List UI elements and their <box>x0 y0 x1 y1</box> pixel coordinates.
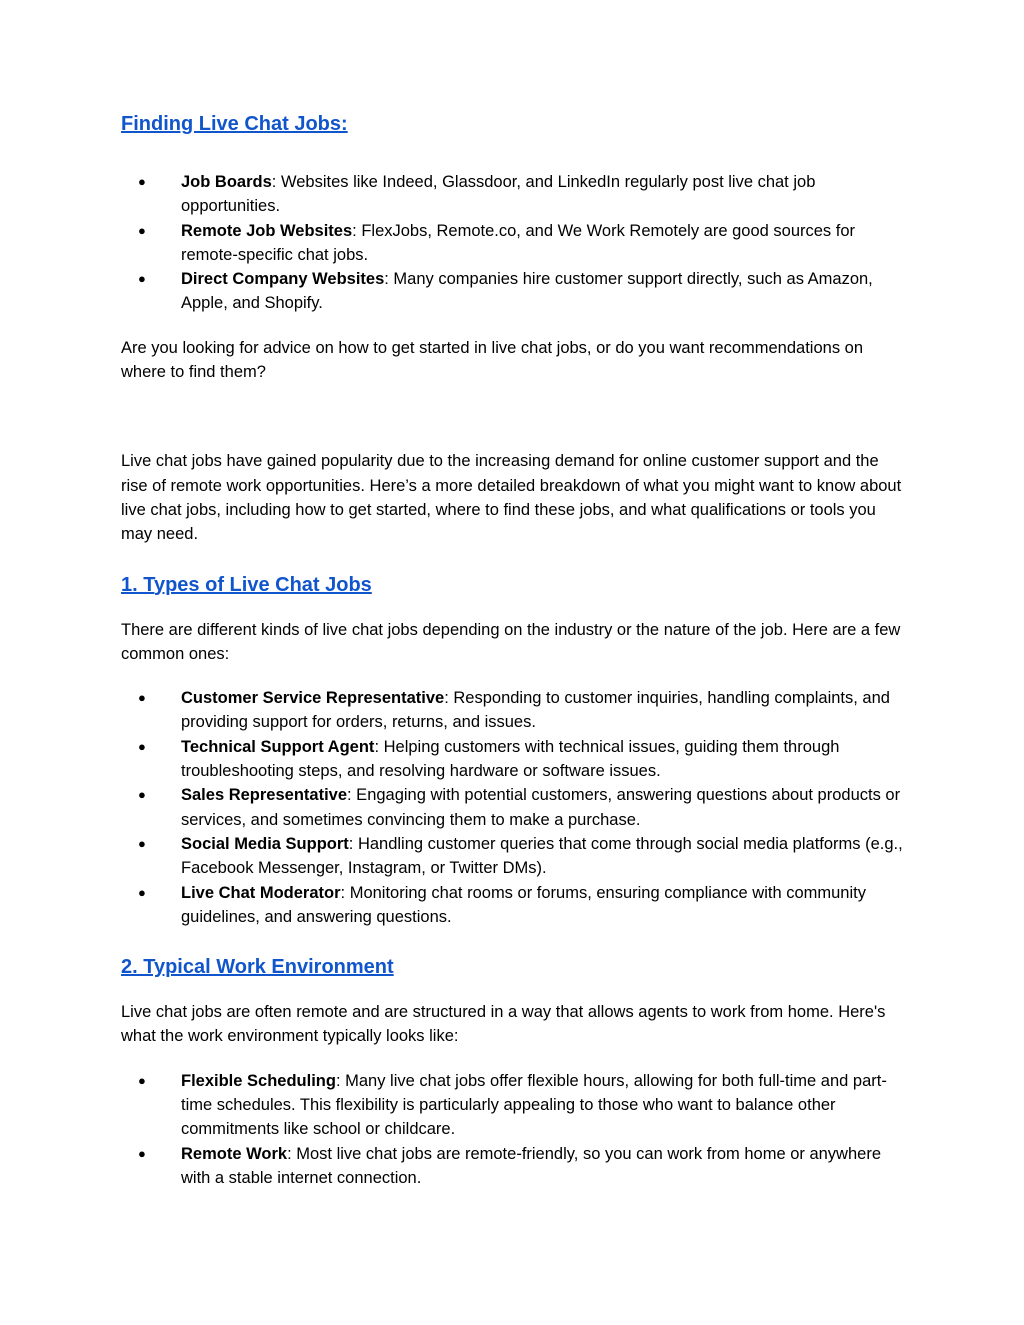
document-page <box>121 112 906 1190</box>
bullet-icon: ● <box>138 787 146 803</box>
list-item-text: : Most live chat jobs are remote-friendly, so you can work from home or anywhere with a stable internet connection. <box>181 1144 881 1187</box>
list-item <box>121 1142 906 1191</box>
list-item <box>121 170 906 219</box>
job-types-list <box>121 686 906 929</box>
list-item <box>121 1069 906 1142</box>
list-item-term: Job Boards <box>181 173 272 191</box>
list-item-term: Social Media Support <box>181 834 349 853</box>
list-item-text: : Engaging with potential customers, answering questions about products or services, and sometimes convincing them to make a purchase. <box>181 786 901 829</box>
heading-types-of-live-chat-jobs[interactable]: 1. Types of Live Chat Jobs <box>121 573 372 596</box>
list-item-text: : Many companies hire customer support directly, such as Amazon, Apple, and Shopify. <box>181 270 873 313</box>
list-item <box>121 832 906 881</box>
list-item <box>121 267 906 316</box>
list-item-text: : Websites like Indeed, Glassdoor, and LinkedIn regularly post live chat job opportunities. <box>181 173 816 216</box>
bullet-icon: ● <box>138 1145 146 1161</box>
bullet-icon: ● <box>138 738 146 754</box>
list-item <box>121 219 906 268</box>
bullet-icon: ● <box>138 835 146 851</box>
list-item-text: : Monitoring chat rooms or forums, ensuring compliance with community guidelines, and answering questions. <box>181 883 866 926</box>
list-item <box>121 783 906 832</box>
list-item-text: : FlexJobs, Remote.co, and We Work Remotely are good sources for remote-specific chat jobs. <box>181 221 856 264</box>
list-item-term: Remote Job Websites <box>181 221 353 240</box>
heading-finding-live-chat-jobs[interactable]: Finding Live Chat Jobs: <box>121 113 348 135</box>
list-item-term: Flexible Scheduling <box>181 1071 336 1090</box>
list-item-text: : Responding to customer inquiries, handling complaints, and providing support for orders, returns, and issues. <box>181 689 890 732</box>
list-item <box>121 686 906 735</box>
list-item-text: : Many live chat jobs offer flexible hours, allowing for both full-time and part-time schedules. This flexibility is particularly appealing to those who want to balance other commitments like school or childcare. <box>181 1071 887 1139</box>
list-item-text: : Helping customers with technical issues, guiding them through troubleshooting steps, and resolving hardware or software issues. <box>181 737 840 781</box>
bullet-icon: ● <box>138 222 146 238</box>
bullet-icon: ● <box>138 1072 146 1088</box>
question-paragraph: Are you looking for advice on how to get started in live chat jobs, or do you want recommendations on where to find them? <box>121 338 864 382</box>
types-intro-paragraph: There are different kinds of live chat jobs depending on the industry or the nature of the job. Here are a few common ones: <box>121 620 901 663</box>
list-item-term: Direct Company Websites <box>181 270 385 289</box>
bullet-icon: ● <box>138 174 146 189</box>
list-item-text: : Handling customer queries that come through social media platforms (e.g., Facebook Messenger, Instagram, or Twitter DMs). <box>181 834 903 878</box>
work-environment-list <box>121 1069 906 1190</box>
finding-jobs-list <box>121 170 906 316</box>
list-item <box>121 735 906 784</box>
list-item-term: Sales Representative <box>181 786 348 805</box>
heading-typical-work-environment[interactable]: 2. Typical Work Environment <box>121 956 394 979</box>
bullet-icon: ● <box>138 884 146 900</box>
bullet-icon: ● <box>138 690 146 706</box>
list-item-term: Technical Support Agent <box>181 737 375 756</box>
list-item-term: Customer Service Representative <box>181 689 445 708</box>
list-item-term: Remote Work <box>181 1144 288 1163</box>
environment-intro-paragraph: Live chat jobs are often remote and are structured in a way that allows agents to work from home. Here's what the work environment typically looks like: <box>121 1003 886 1046</box>
bullet-icon: ● <box>138 271 146 287</box>
list-item-term: Live Chat Moderator <box>181 883 341 902</box>
intro-paragraph: Live chat jobs have gained popularity due to the increasing demand for online customer support and the rise of remote work opportunities. Here’s a more detailed breakdown of what you might want to know about live chat jobs, including how to get started, where to find these jobs, and what qualifications or tools you may need. <box>121 452 902 544</box>
list-item <box>121 881 906 930</box>
